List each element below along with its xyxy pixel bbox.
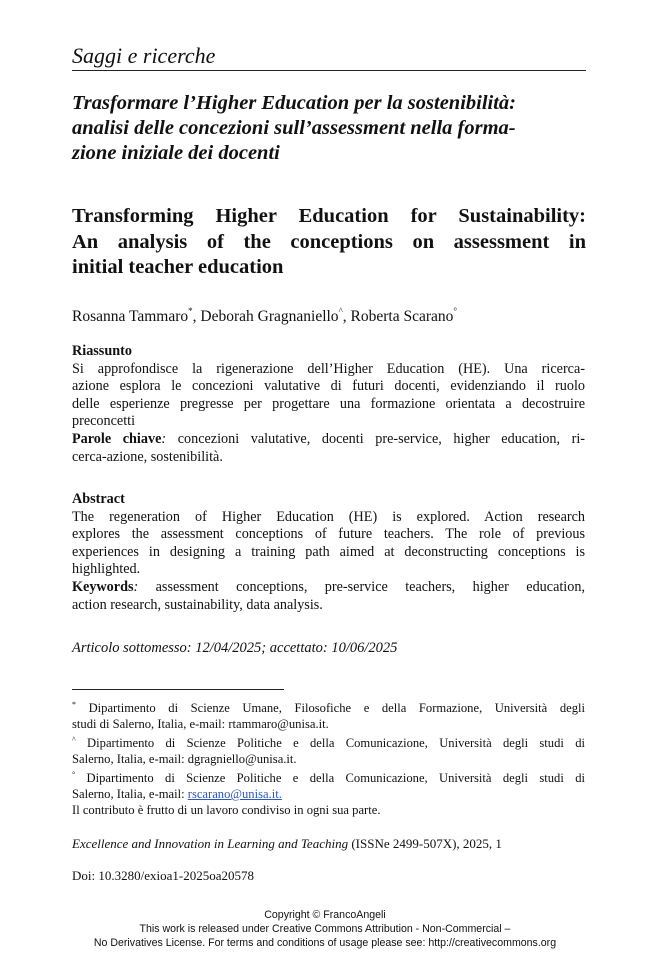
title-english-line-1: Transforming Higher Education for Sustainability: [72,205,586,227]
abstract-heading: Abstract [72,491,125,507]
riassunto-section [72,343,585,466]
footnote-3-cont [72,786,585,802]
footnote-3 [72,767,585,786]
riassunto-keywords [72,431,585,449]
keywords-colon: : [133,578,139,595]
riassunto-line: azione esplora le concezioni valutative di futuri docenti, evidenziando il ruolo [72,378,585,395]
abstract-line: experiences in designing a training path aimed at deconstructing conceptions is [72,543,585,560]
title-italian-line-1: Trasformare l’Higher Education per la sostenibilità: [72,92,517,114]
abstract-line: explores the assessment conceptions of future teachers. The role of previous [72,526,585,543]
footnote-2 [72,732,585,751]
abstract-keywords-cont: action research, sustainability, data analysis. [72,596,323,613]
journal-name: Excellence and Innovation in Learning and Teaching [72,836,349,851]
footnote-text: Dipartimento di Scienze Politiche e della Comunicazione, Università degli studi di [75,736,585,750]
keywords-colon: : [161,430,167,447]
riassunto-line: preconcetti [72,413,136,430]
title-english-line-3: initial teacher education [72,256,284,278]
author-mark: ° [453,306,458,316]
footnote-text: Salerno, Italia, e-mail: [72,787,188,801]
riassunto-line: Si approfondisce la rigenerazione dell’Higher Education (HE). Una ricerca- [72,360,585,377]
author-name: Deborah Gragnaniello [200,308,339,325]
author-mark: ^ [338,306,343,316]
footnote-2-cont: Salerno, Italia, e-mail: dgragniello@unisa.it. [72,752,297,766]
doi: Doi: 10.3280/exioa1-2025oa20578 [72,868,254,883]
footnote-1 [72,697,585,716]
riassunto-line: delle esperienze pregresse per progettare una formazione orientata a decostruire [72,395,585,412]
title-italian-line-3: zione iniziale dei docenti [72,142,280,164]
footnotes [72,697,585,818]
title-english-line-2: An analysis of the conceptions on assessment in [72,230,586,253]
title-italian-line-2: analisi delle concezioni sull’assessment nella forma- [72,117,516,139]
copyright-line: Copyright © FrancoAngeli [264,909,386,921]
author-name: Rosanna Tammaro [72,308,189,325]
journal-citation [72,835,586,852]
abstract-line: The regeneration of Higher Education (HE) is explored. Action research [72,508,585,525]
abstract-section [72,491,585,614]
header-rule [72,70,586,71]
copyright-line: This work is released under Creative Commons Attribution - Non-Commercial – [139,923,511,935]
keywords-text: assessment conceptions, pre-service teachers, higher education, [138,578,585,595]
title-english [72,204,586,281]
submission-dates: Articolo sottomesso: 12/04/2025; accettato: 10/06/2025 [72,640,398,656]
footnote-text: Dipartimento di Scienze Politiche e della Comunicazione, Università degli studi di [75,771,585,785]
footnote-mark: * [72,700,76,709]
riassunto-heading: Riassunto [72,343,132,359]
footnote-mark: ° [72,770,76,779]
footnote-text: Dipartimento di Scienze Umane, Filosofiche e della Formazione, Università degli [76,701,585,715]
keywords-label: Parole chiave [72,430,162,447]
copyright-notice [0,908,650,950]
abstract-keywords [72,579,585,597]
copyright-line: No Derivatives License. For terms and conditions of usage please see: http://creativecommons.org [93,937,557,949]
title-italian [72,91,586,166]
footnote-mark: ^ [72,735,76,744]
abstract-line: highlighted. [72,561,141,578]
footnote-note: Il contributo è frutto di un lavoro condiviso in ogni sua parte. [72,803,381,817]
author-mark: * [188,306,193,316]
footnote-1-cont: studi di Salerno, Italia, e-mail: rtammaro@unisa.it. [72,717,329,731]
keywords-text: concezioni valutative, docenti pre-service, higher education, ri- [166,430,585,447]
email-link[interactable]: rscarano@unisa.it. [187,787,282,801]
section-header: Saggi e ricerche [72,43,216,68]
author-list: Rosanna Tammaro*, Deborah Gragnaniello^, Roberta Scarano° [72,306,458,325]
journal-details: (ISSNe 2499-507X), 2025, 1 [348,836,502,851]
keywords-label: Keywords [72,578,134,595]
footnote-rule [72,689,284,690]
author-name: Roberta Scarano [350,308,454,325]
riassunto-keywords-cont: cerca-azione, sostenibilità. [72,448,223,465]
